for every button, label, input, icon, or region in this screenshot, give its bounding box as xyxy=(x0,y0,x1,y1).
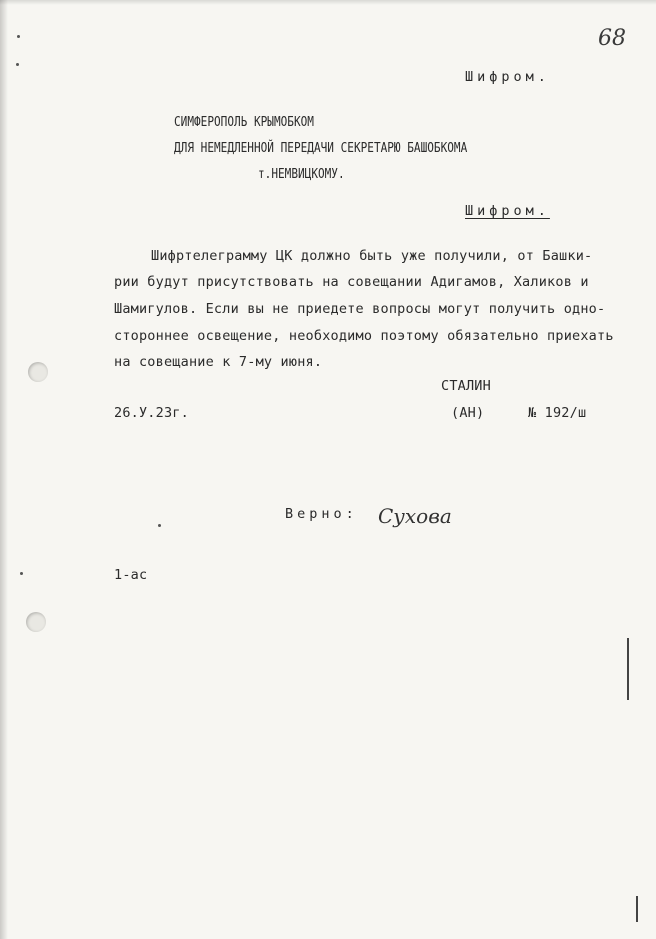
document-number: № 192/ш xyxy=(528,405,587,421)
page-edge-shadow xyxy=(0,0,8,939)
body-line-2: рии будут присутствовать на совещании Адигамов, Халиков и xyxy=(114,274,589,290)
edge-mark xyxy=(636,896,638,922)
document-date: 26.У.23г. xyxy=(114,405,189,421)
recipient-line-2: ДЛЯ НЕМЕДЛЕННОЙ ПЕРЕДАЧИ СЕКРЕТАРЮ БАШОБКОМА xyxy=(174,140,468,156)
punch-hole-bottom xyxy=(26,612,46,632)
speck xyxy=(20,572,23,575)
operator-initials: (АН) xyxy=(451,405,485,421)
body-line-5: на совещание к 7-му июня. xyxy=(114,354,323,370)
body-line-4: стороннее освещение, необходимо поэтому обязательно приехать xyxy=(114,328,614,344)
copies-mark: 1-ас xyxy=(114,567,148,583)
certified-label: Верно: xyxy=(285,506,358,522)
body-line-3: Шамигулов. Если вы не приедете вопросы могут получить одно- xyxy=(114,301,606,317)
signature-name: СТАЛИН xyxy=(441,378,491,394)
speck xyxy=(16,63,19,66)
header-cipher-mark: Шифром. xyxy=(465,69,550,85)
archive-page-number: 68 xyxy=(598,26,626,51)
body-line-1: Шифртелеграмму ЦК должно быть уже получили, от Башки- xyxy=(151,248,593,264)
recipient-line-3: т.НЕМВИЦКОМУ. xyxy=(258,166,345,182)
edge-mark xyxy=(627,638,629,700)
speck xyxy=(158,524,161,527)
punch-hole-top xyxy=(28,362,48,382)
certifier-signature: Сухова xyxy=(378,504,452,528)
cipher-mark: Шифром. xyxy=(465,203,550,219)
recipient-line-1: СИМФЕРОПОЛЬ КРЫМОБКОМ xyxy=(174,114,314,130)
speck xyxy=(17,35,20,38)
page-top-shadow xyxy=(0,0,656,5)
